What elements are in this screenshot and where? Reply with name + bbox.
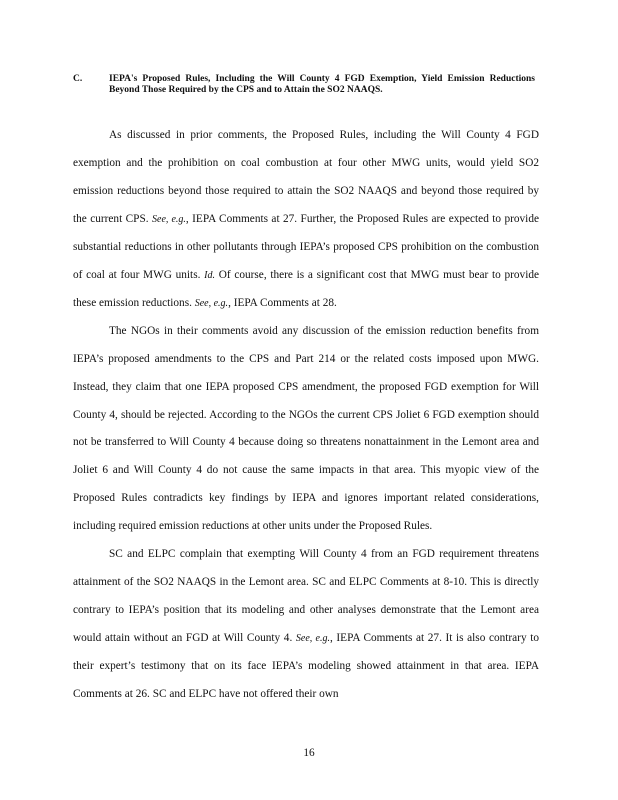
section-heading-text: IEPA's Proposed Rules, Including the Will County 4 FGD Exemption, Yield Emission Reductions Beyond Those Required by the CPS and to Attain the SO2 NAAQS. xyxy=(109,74,535,95)
paragraph xyxy=(73,122,539,318)
body-text xyxy=(73,122,539,709)
paragraph xyxy=(73,318,539,542)
text-run: , IEPA Comments at 27. Further, the Proposed Rules are expected to provide substantial reductions in other pollutants through IEPA’s proposed CPS prohibition on the combustion of coal at four MWG units. xyxy=(73,212,539,281)
text-run: , IEPA Comments at 28. xyxy=(228,296,337,309)
citation-signal: See, e.g. xyxy=(295,633,330,645)
paragraph xyxy=(73,541,539,709)
text-run: SC and ELPC complain that exempting Will County 4 from an FGD requirement threatens attainment of the SO2 NAAQS in the Lemont area. SC and ELPC Comments at 8-10. This is directly contrary to IEPA’s position that its modeling and other analyses demonstrate that the Lemont area would attain without an FGD at Will County 4. xyxy=(73,548,539,645)
citation-signal: See, e.g. xyxy=(152,213,186,225)
text-run: , IEPA Comments at 27. It is also contrary to their expert’s testimony that on its face IEPA’s modeling showed attainment in that area. IEPA Comments at 26. SC and ELPC have not offered their own xyxy=(73,632,539,701)
text-run: Of course, there is a significant cost that MWG must bear to provide these emission reductions. xyxy=(73,268,539,309)
page-number: 16 xyxy=(303,747,315,759)
section-letter: C. xyxy=(73,74,83,84)
text-run: The NGOs in their comments avoid any discussion of the emission reduction benefits from IEPA’s proposed amendments to the CPS and Part 214 or the related costs imposed upon MWG. Instead, they claim that one IEPA proposed CPS amendment, the proposed FGD exemption for Will County 4, should be rejected. According to the NGOs the current CPS Joliet 6 FGD exemption should not be transferred to Will County 4 because doing so threatens nonattainment in the Lemont area and Joliet 6 and Will County 4 do not cause the same impacts in that area. This myopic view of the Proposed Rules contradicts key findings by IEPA and ignores important related considerations, including required emission reductions at other units under the Proposed Rules. xyxy=(73,324,539,533)
citation-signal: See, e.g. xyxy=(194,297,229,309)
text-run: As discussed in prior comments, the Proposed Rules, including the Will County 4 FGD exemption and the prohibition on coal combustion at four other MWG units, would yield SO2 emission reductions beyond those required to attain the SO2 NAAQS and beyond those required by the current CPS. xyxy=(73,129,539,225)
citation-signal: Id. xyxy=(204,269,215,281)
